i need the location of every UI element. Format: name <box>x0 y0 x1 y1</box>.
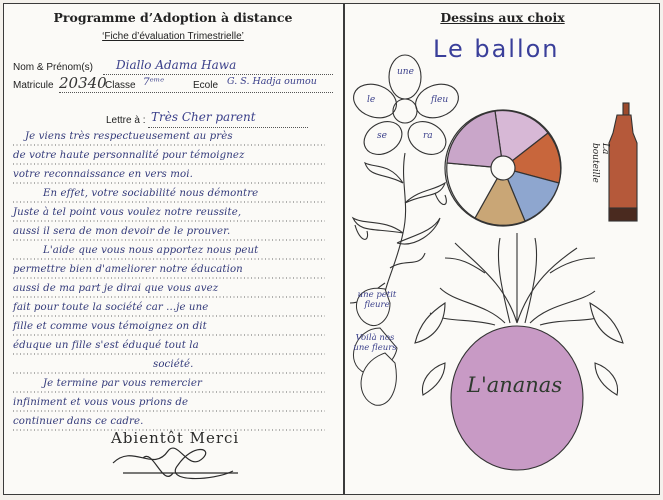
form-subtitle: ‘Fiche d’évaluation Trimestrielle’ <box>102 31 244 42</box>
drawings-title: Dessins aux choix <box>440 10 565 25</box>
letter-line: aussi il sera de mon devoir de le prouver. <box>13 226 231 237</box>
classe-label: Classe <box>105 80 136 91</box>
letter-line: fille et comme vous témoignez on dit <box>13 321 207 332</box>
letter-panel <box>3 3 343 495</box>
matricule-label: Matricule <box>13 80 54 91</box>
letter-line: permettre bien d'ameliorer notre éducation <box>13 264 243 275</box>
ecole-value[interactable]: G. S. Hadja oumou <box>227 76 317 87</box>
petal-text: ra <box>423 131 433 141</box>
letter-line: votre reconnaissance en vers moi. <box>13 169 193 180</box>
signature <box>3 3 343 495</box>
letter-line: Je viens très respectueusement au près <box>25 131 233 142</box>
letter-line: Juste à tel point vous voulez notre reussite, <box>13 207 242 218</box>
classe-value[interactable]: 7ᵉᵐᵉ <box>143 76 165 88</box>
letter-line: de votre haute personnalité pour témoignez <box>13 150 245 161</box>
petal-text: le <box>367 95 376 105</box>
bottle-drawing <box>609 103 637 221</box>
letter-line: société. <box>153 359 194 370</box>
letter-line: L'aide que vous nous apportez nous peut <box>43 245 259 256</box>
petal-text: une <box>397 67 414 77</box>
letter-line: aussi de ma part je dirai que vous avez <box>13 283 219 294</box>
ballon-label: Le ballon <box>433 35 560 63</box>
ecole-label: Ecole <box>193 80 219 91</box>
bottle-label: La bouteille <box>590 143 610 183</box>
letter-line: fait pour toute la société car ...je une <box>13 302 209 313</box>
closing-text: Abientôt Merci <box>111 429 240 447</box>
pineapple-drawing <box>415 233 623 470</box>
letter-line: infiniment et vous vous prions de <box>13 397 189 408</box>
letter-line: Je termine par vous remercier <box>43 378 202 389</box>
leaf-text-2: Voilà nos une fleurs <box>353 333 397 353</box>
name-label: Nom & Prénom(s) <box>13 62 94 73</box>
leaf-text-1: une petit fleure <box>357 290 397 310</box>
name-value[interactable]: Diallo Adama Hawa <box>116 58 237 72</box>
letter-line: En effet, votre sociabilité nous démontre <box>43 188 259 199</box>
lettre-label: Lettre à : <box>106 115 146 126</box>
drawings-panel <box>345 3 660 495</box>
petal-text: se <box>377 131 387 141</box>
letter-line: continuer dans ce cadre. <box>13 416 144 427</box>
ananas-label: L'ananas <box>467 373 563 397</box>
letter-line: éduque un fille s'est éduqué tout la <box>13 340 199 351</box>
form-title: Programme d’Adoption à distance <box>53 10 293 25</box>
lettre-value[interactable]: Très Cher parent <box>151 110 256 124</box>
drawings-canvas <box>345 3 660 495</box>
petal-text: fleu <box>431 95 449 105</box>
matricule-value[interactable]: 20340 <box>59 74 107 92</box>
ball-drawing <box>445 110 561 226</box>
